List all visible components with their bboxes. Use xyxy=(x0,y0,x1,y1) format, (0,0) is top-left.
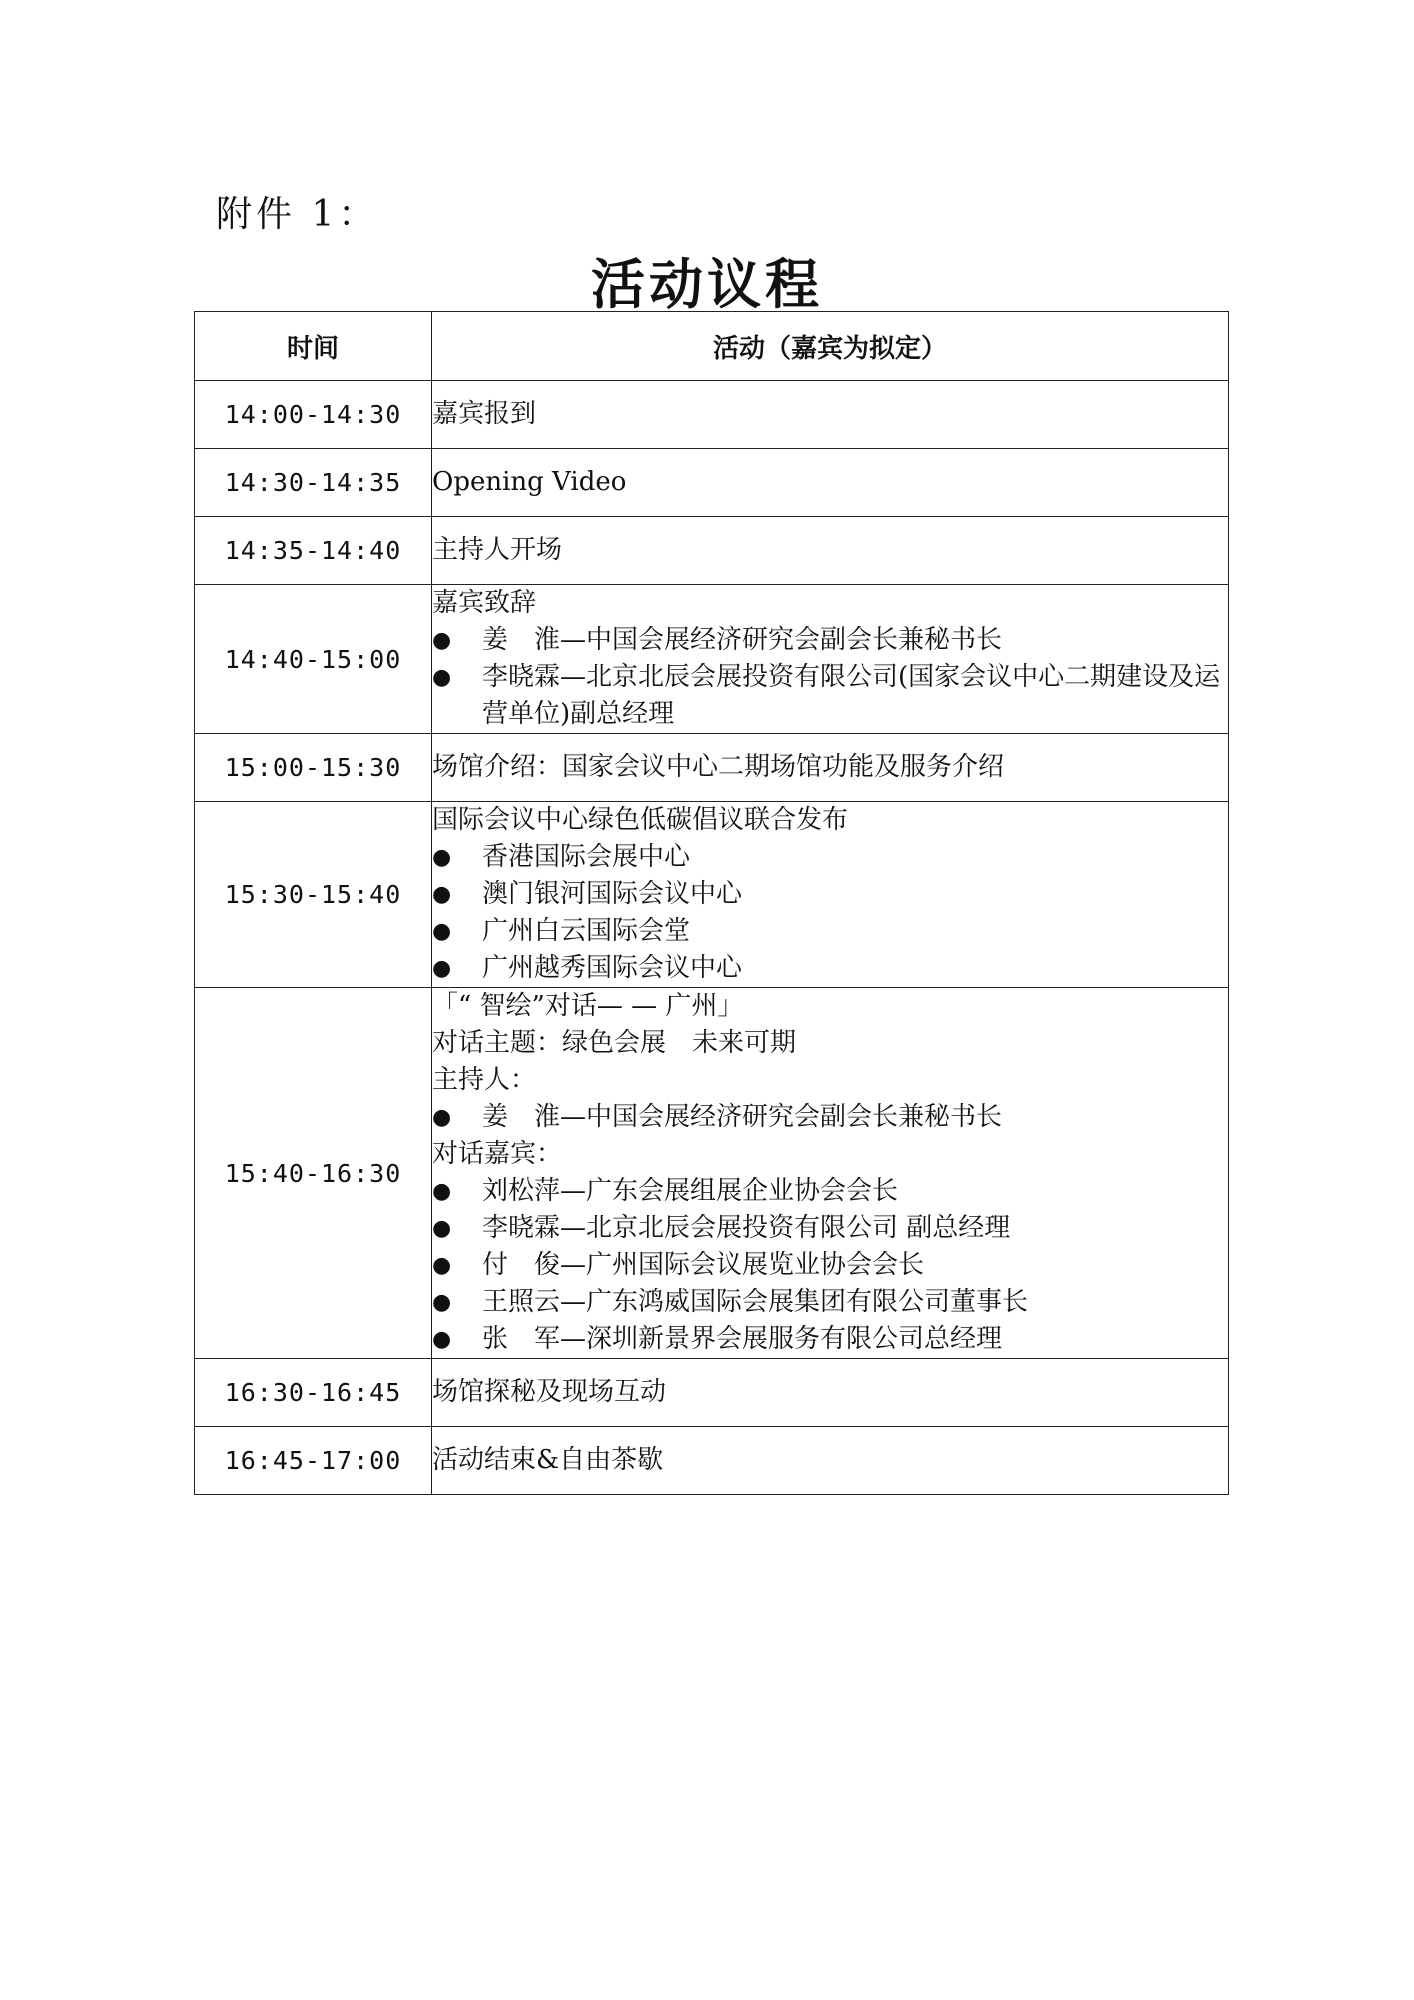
list-item-text: 香港国际会展中心 xyxy=(482,842,691,872)
bullet-icon: ● xyxy=(432,665,452,690)
activity-cell xyxy=(432,802,1229,988)
header-activity: 活动（嘉宾为拟定） xyxy=(432,312,1229,381)
list-item xyxy=(432,950,1228,987)
list-item xyxy=(432,1099,1228,1136)
bullet-icon: ● xyxy=(432,1216,452,1241)
list-item xyxy=(432,659,1228,733)
activity-cell xyxy=(432,517,1229,585)
host-label: 主持人： xyxy=(432,1065,537,1095)
activity-text: 嘉宾报到 xyxy=(432,399,537,429)
agenda-table xyxy=(194,311,1229,1495)
list-item-text: 姜 淮—中国会展经济研究会副会长兼秘书长 xyxy=(482,625,1003,655)
bullet-icon: ● xyxy=(432,1179,452,1204)
time-cell: 14:40-15:00 xyxy=(195,585,432,734)
time-cell: 16:45-17:00 xyxy=(195,1427,432,1495)
activity-text: 国际会议中心绿色低碳倡议联合发布 xyxy=(432,805,849,835)
time-cell: 14:00-14:30 xyxy=(195,381,432,449)
list-item xyxy=(432,1321,1228,1358)
bullet-icon: ● xyxy=(432,845,452,870)
bullet-icon: ● xyxy=(432,1253,452,1278)
list-item xyxy=(432,876,1228,913)
table-row xyxy=(195,734,1229,802)
list-item xyxy=(432,1284,1228,1321)
list-item-text: 姜 淮—中国会展经济研究会副会长兼秘书长 xyxy=(482,1102,1003,1132)
activity-text: 嘉宾致辞 xyxy=(432,588,537,618)
bullet-icon: ● xyxy=(432,1327,452,1352)
table-row xyxy=(195,449,1229,517)
list-item-text: 李晓霖—北京北辰会展投资有限公司 副总经理 xyxy=(482,1213,1011,1243)
list-item-text: 广州越秀国际会议中心 xyxy=(482,953,743,983)
attachment-label: 附件 1： xyxy=(216,194,379,235)
activity-cell xyxy=(432,1359,1229,1427)
header-time: 时间 xyxy=(195,312,432,381)
activity-text: 主持人开场 xyxy=(432,535,563,565)
dialogue-title: 「“ 智绘”对话— — 广州」 xyxy=(432,991,744,1021)
time-cell: 15:00-15:30 xyxy=(195,734,432,802)
list-item-text: 刘松萍—广东会展组展企业协会会长 xyxy=(482,1176,899,1206)
activity-text: 场馆探秘及现场互动 xyxy=(432,1377,667,1407)
table-header-row xyxy=(195,312,1229,381)
list-item-text: 李晓霖—北京北辰会展投资有限公司(国家会议中心二期建设及运营单位)副总经理 xyxy=(482,662,1221,729)
time-cell: 16:30-16:45 xyxy=(195,1359,432,1427)
list-item xyxy=(432,622,1228,659)
time-cell: 14:35-14:40 xyxy=(195,517,432,585)
list-item xyxy=(432,913,1228,950)
table-row xyxy=(195,1427,1229,1495)
activity-cell xyxy=(432,988,1229,1359)
bullet-icon: ● xyxy=(432,919,452,944)
activity-text: Opening Video xyxy=(432,467,627,497)
list-item-text: 付 俊—广州国际会议展览业协会会长 xyxy=(482,1250,925,1280)
activity-cell xyxy=(432,449,1229,517)
list-item-text: 广州白云国际会堂 xyxy=(482,916,691,946)
table-row xyxy=(195,585,1229,734)
bullet-icon: ● xyxy=(432,1290,452,1315)
activity-text: 活动结束&自由茶歇 xyxy=(432,1445,664,1475)
table-row xyxy=(195,802,1229,988)
time-cell: 15:30-15:40 xyxy=(195,802,432,988)
dialogue-theme: 对话主题：绿色会展 未来可期 xyxy=(432,1028,797,1058)
list-item xyxy=(432,839,1228,876)
list-item-text: 张 军—深圳新景界会展服务有限公司总经理 xyxy=(482,1324,1003,1354)
bullet-icon: ● xyxy=(432,1105,452,1130)
page-title: 活动议程 xyxy=(591,252,823,316)
activity-cell xyxy=(432,381,1229,449)
time-cell: 14:30-14:35 xyxy=(195,449,432,517)
table-row xyxy=(195,988,1229,1359)
activity-cell xyxy=(432,1427,1229,1495)
list-item xyxy=(432,1247,1228,1284)
table-row xyxy=(195,381,1229,449)
list-item-text: 澳门银河国际会议中心 xyxy=(482,879,743,909)
bullet-icon: ● xyxy=(432,628,452,653)
list-item xyxy=(432,1173,1228,1210)
list-item-text: 王照云—广东鸿威国际会展集团有限公司董事长 xyxy=(482,1287,1029,1317)
activity-cell xyxy=(432,734,1229,802)
time-cell: 15:40-16:30 xyxy=(195,988,432,1359)
bullet-icon: ● xyxy=(432,956,452,981)
bullet-icon: ● xyxy=(432,882,452,907)
table-row xyxy=(195,1359,1229,1427)
activity-cell xyxy=(432,585,1229,734)
activity-text: 场馆介绍：国家会议中心二期场馆功能及服务介绍 xyxy=(432,752,1005,782)
table-row xyxy=(195,517,1229,585)
list-item xyxy=(432,1210,1228,1247)
guests-label: 对话嘉宾： xyxy=(432,1139,563,1169)
